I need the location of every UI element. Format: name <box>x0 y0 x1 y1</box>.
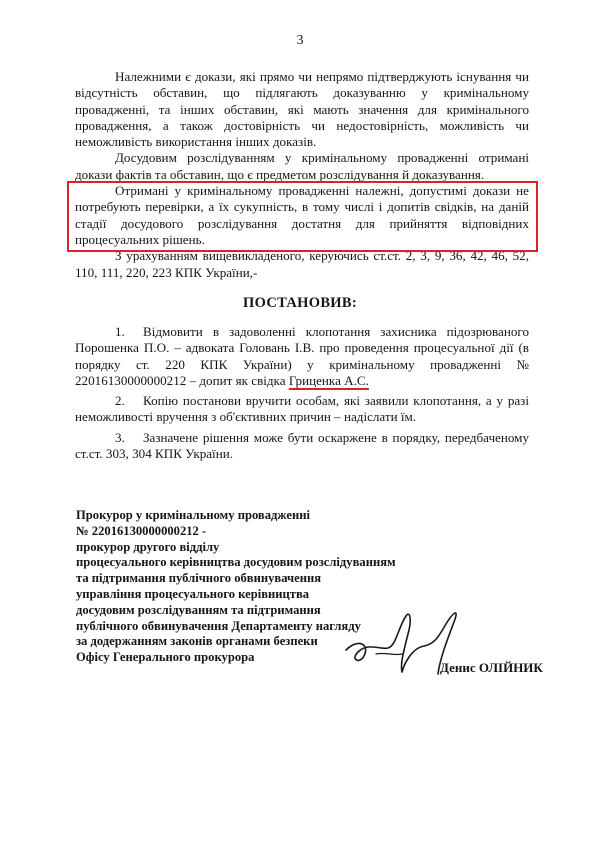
resolution-heading: ПОСТАНОВИВ: <box>243 295 357 311</box>
highlighted-text: Отримані у кримінальному провадженні належні, допустимі докази не потребують перевірки, а їх сукупність, в тому числі і допитів свідків, на даній стадії досудового розслідування достатня для прийняття відповідних процесуальних рішень. <box>75 183 529 247</box>
decision-item-number: 3. <box>115 429 125 445</box>
title-line: процесуального керівництва досудовим розслідуванням <box>76 555 396 570</box>
decision-list <box>75 324 529 466</box>
title-line: досудовим розслідуванням та підтримання <box>76 602 321 617</box>
decision-item-text: Відмовити в задоволенні клопотання захисника підозрюваного Порошенка П.О. – адвоката Головань І.В. про проведення процесуальної дії (в порядку ст. 220 КПК України) у кримінальному провадженні № 22016130000000212 – допит як свідка <box>75 324 529 388</box>
prosecutor-title-block <box>76 508 396 666</box>
title-line: за додержанням законів органами безпеки <box>76 634 318 649</box>
decision-item-2 <box>75 393 529 426</box>
title-line: Офісу Генерального прокурора <box>76 650 255 665</box>
paragraph-legal-basis: З урахуванням вищевикладеного, керуючись ст.ст. 2, 3, 9, 36, 42, 46, 52, 110, 111, 220, 223 КПК України,- <box>75 248 529 280</box>
document-body <box>75 69 529 281</box>
paragraph-relevance: Належними є докази, які прямо чи непрямо підтверджують існування чи відсутність обставин, що підлягають доказуванню у кримінальному провадженні, та інших обставин, які мають значення для кримінального провадження, а також достовірність чи недостовірність, можливість чи неможливість використання інших доказів. <box>75 69 529 150</box>
decision-item-text: Копію постанови вручити особам, які заявили клопотання, а у разі неможливості вручення з об'єктивних причин – надіслати їм. <box>75 393 529 425</box>
paragraph-evidence-obtained: Досудовим розслідуванням у кримінальному провадженні отримані докази фактів та обставин, що є предметом розслідування й доказування. <box>75 150 529 182</box>
page-number: 3 <box>296 33 304 48</box>
title-line: управління процесуального керівництва <box>76 586 310 601</box>
title-line: Прокурор у кримінальному провадженні <box>76 508 310 522</box>
title-line: та підтримання публічного обвинувачення <box>76 571 322 586</box>
decision-item-number: 2. <box>115 393 125 409</box>
title-line: № 22016130000000212 - <box>76 523 207 538</box>
signer-name: Денис ОЛІЙНИК <box>440 660 543 675</box>
title-line: публічного обвинувачення Департаменту нагляду <box>76 618 361 633</box>
decision-item-text: Зазначене рішення може бути оскаржене в порядку, передбаченому ст.ст. 303, 304 КПК України. <box>75 429 529 462</box>
decision-item-1 <box>75 324 529 389</box>
decision-item-3 <box>75 430 529 463</box>
paragraph-highlighted <box>75 183 529 248</box>
title-line: прокурор другого відділу <box>76 539 220 554</box>
decision-item-number: 1. <box>115 324 125 339</box>
underlined-witness-name: Гриценка А.С. <box>288 372 369 388</box>
